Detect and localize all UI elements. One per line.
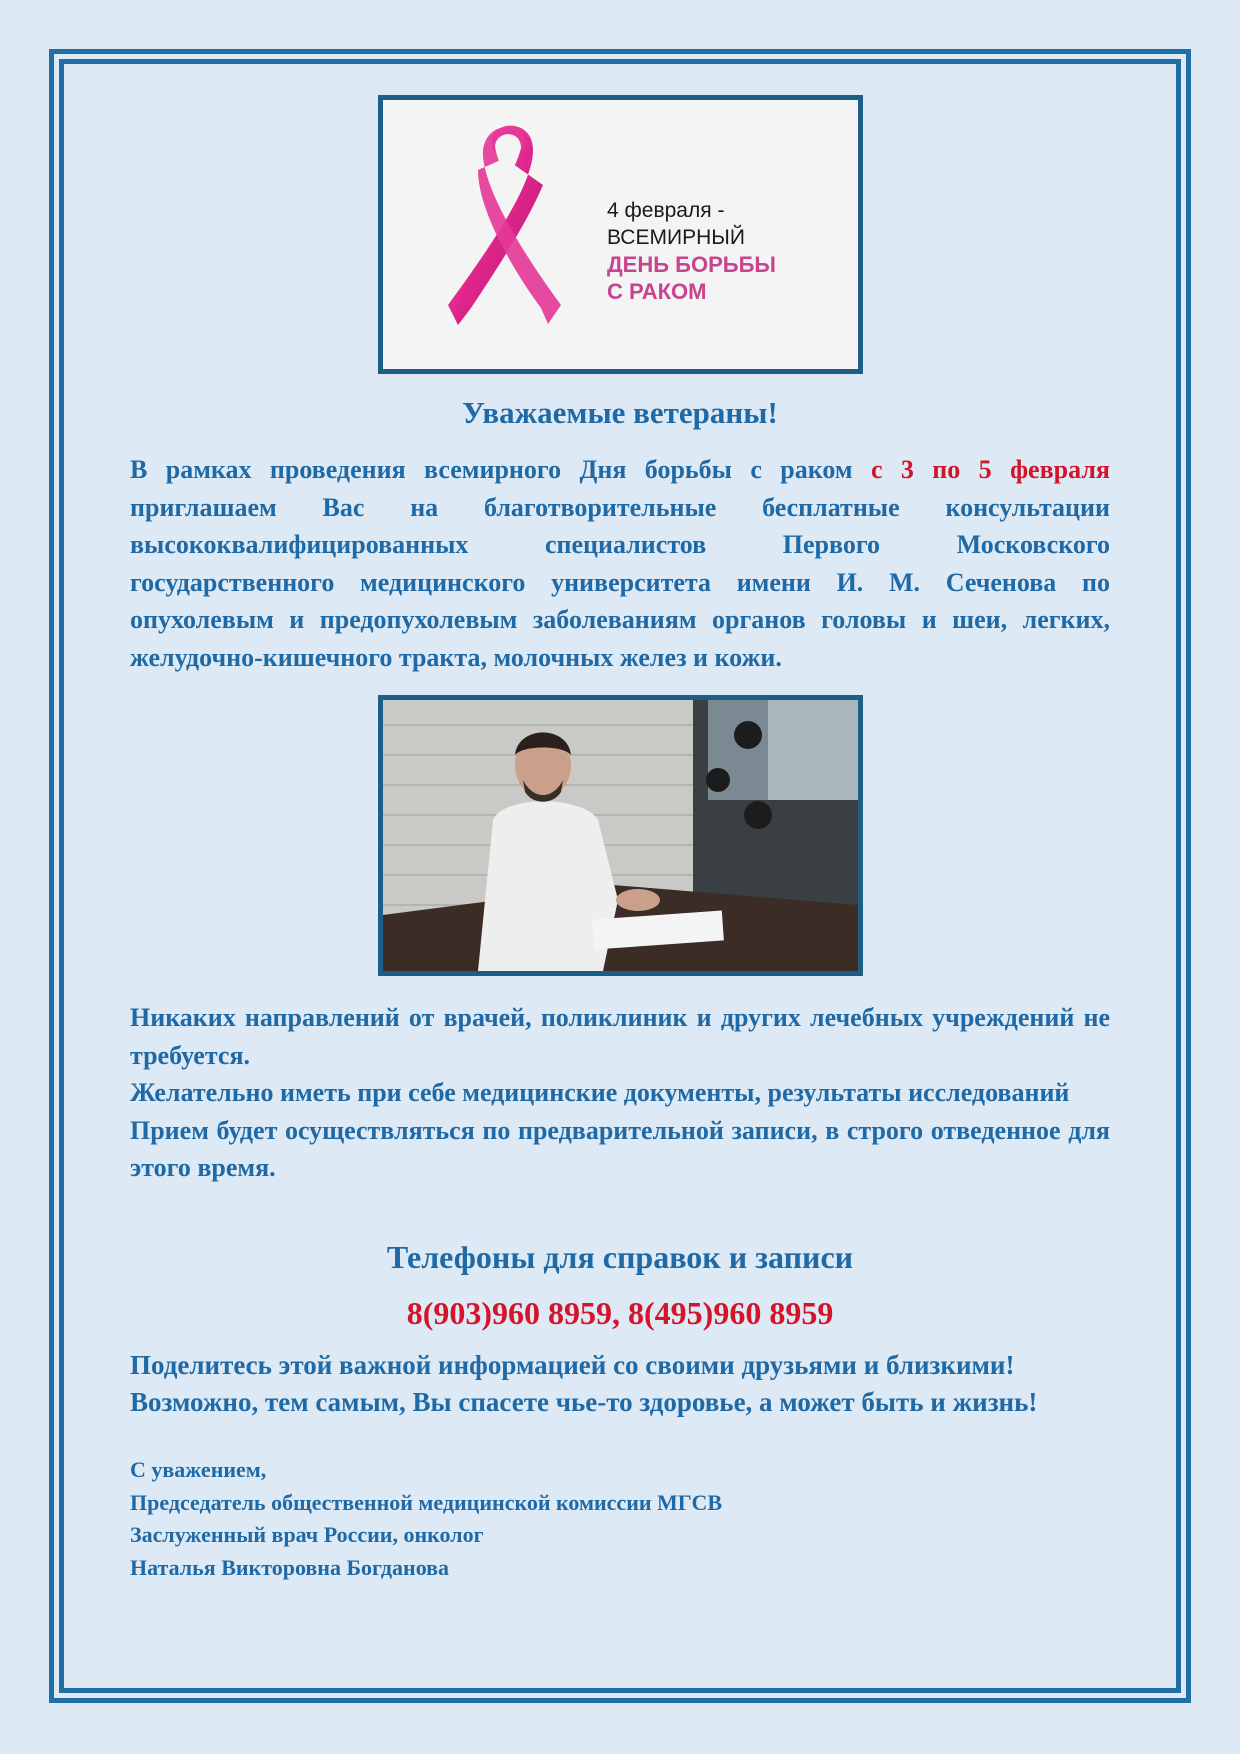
note-appointment: Прием будет осуществляться по предварительной записи, в строго отведенное для этого время.	[130, 1115, 1110, 1182]
event-dates: с 3 по 5 февраля	[870, 455, 1110, 484]
awareness-banner	[378, 95, 863, 374]
signature-regards: С уважением,	[130, 1457, 267, 1482]
intro-text-start: В рамках проведения всемирного Дня борьбы с раком	[130, 455, 871, 484]
notes-block	[130, 999, 1110, 1187]
intro-paragraph	[130, 451, 1110, 676]
share-line-1: Поделитесь этой важной информацией со своими друзьями и близкими!	[130, 1350, 1015, 1380]
phone-numbers: 8(903)960 8959, 8(495)960 8959	[406, 1295, 834, 1331]
banner-line-4: С РАКОМ	[607, 279, 707, 304]
intro-text-end: приглашаем Вас на благотворительные бесплатные консультации высококвалифицированных специалистов Первого Московского государственного медицинского университета имени И. М. Сеченова по опухолевым и предопухолевым заболеваниям органов головы и шеи, легких, желудочно-кишечного тракта, молочных желез и кожи.	[130, 492, 1110, 672]
note-documents: Желательно иметь при себе медицинские документы, результаты исследований	[130, 1078, 1070, 1107]
note-no-referral: Никаких направлений от врачей, поликлиник и других лечебных учреждений не требуется.	[130, 1003, 1110, 1070]
phones-heading: Телефоны для справок и записи	[386, 1239, 854, 1275]
banner-line-3: ДЕНЬ БОРЬБЫ	[607, 252, 776, 277]
signature-name: Наталья Викторовна Богданова	[130, 1554, 450, 1580]
banner-caption	[607, 197, 776, 305]
share-line-2: Возможно, тем самым, Вы спасете чье-то здоровье, а может быть и жизнь!	[130, 1387, 1038, 1417]
doctor-photo	[378, 695, 863, 976]
greeting-heading: Уважаемые ветераны!	[462, 395, 778, 430]
banner-line-1: 4 февраля -	[607, 199, 725, 222]
share-block	[130, 1347, 1120, 1421]
signature-title: Заслуженный врач России, онколог	[130, 1522, 484, 1547]
banner-line-2: ВСЕМИРНЫЙ	[607, 226, 745, 249]
signature-block	[130, 1454, 722, 1584]
pink-ribbon-icon	[433, 110, 583, 335]
doctor-photo-image	[383, 700, 858, 971]
signature-position: Председатель общественной медицинской комиссии МГСВ	[130, 1489, 723, 1515]
